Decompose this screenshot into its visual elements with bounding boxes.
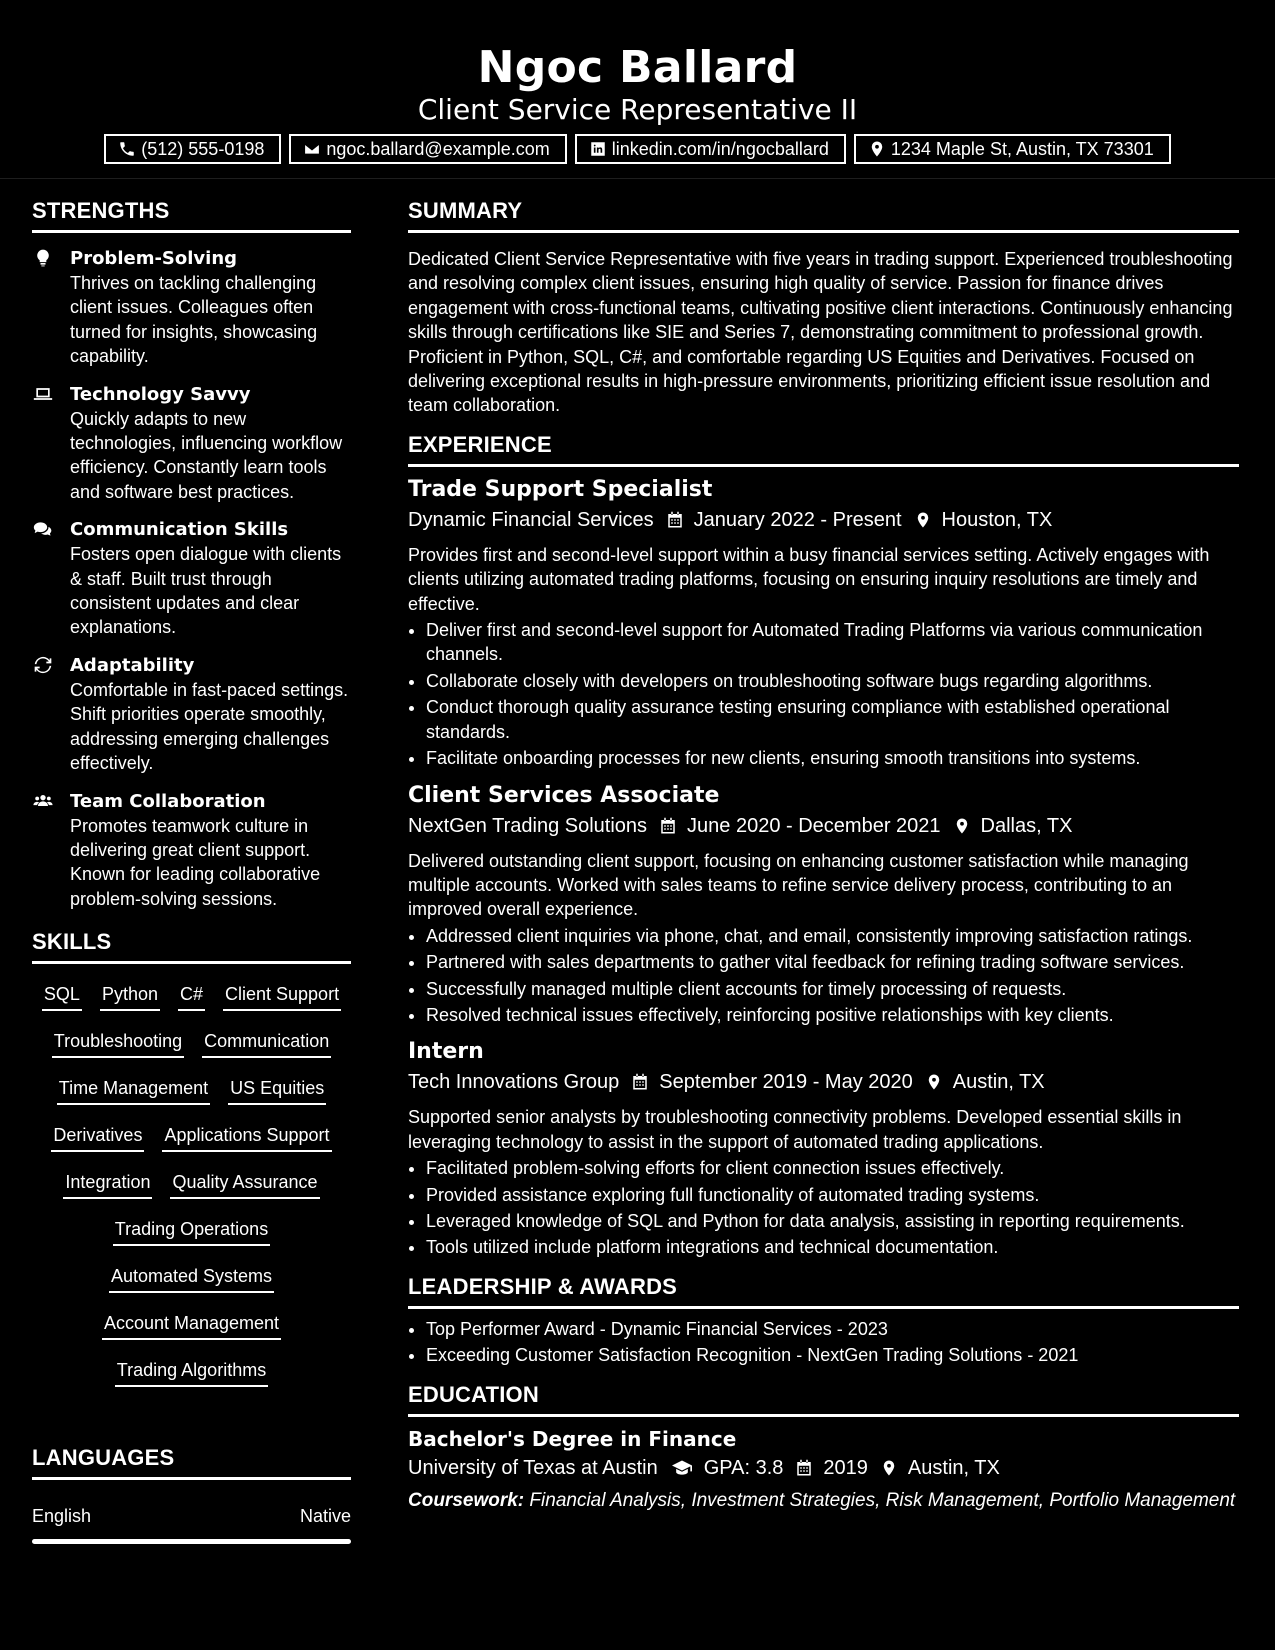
strength-desc: Thrives on tackling challenging client issues. Colleagues often turned for insights, showcasing capability. <box>70 273 318 367</box>
job-bullet: • Addressed client inquiries via phone, chat, and email, consistently improving satisfaction ratings. <box>426 924 1239 948</box>
job-bullet: • Tools utilized include platform integrations and technical documentation. <box>426 1235 1239 1259</box>
languages-heading: LANGUAGES <box>32 1445 351 1480</box>
job-location: Austin, TX <box>952 1071 1045 1094</box>
strength-name: Technology Savvy <box>70 383 251 405</box>
skill-tag: Troubleshooting <box>52 1029 184 1058</box>
map-pin-icon <box>925 1072 943 1092</box>
job-meta <box>408 811 1239 841</box>
summary-heading: SUMMARY <box>408 198 1239 233</box>
experience-heading: EXPERIENCE <box>408 432 1239 467</box>
candidate-title: Client Service Representative II <box>417 93 858 126</box>
skill-tag: Python <box>100 982 160 1011</box>
strength-desc: Comfortable in fast-paced settings. Shift priorities operate smoothly, addressing emerging challenges effectively. <box>70 679 349 774</box>
job-entry <box>408 781 1239 1028</box>
job-dates: September 2019 - May 2020 <box>659 1071 913 1094</box>
strength-item <box>32 654 351 776</box>
skill-tag: SQL <box>42 982 82 1011</box>
contact-linkedin-text: linkedin.com/in/ngocballard <box>611 138 829 159</box>
calendar-icon <box>631 1072 649 1092</box>
strength-name: Problem-Solving <box>70 248 238 269</box>
job-dates: June 2020 - December 2021 <box>687 814 941 837</box>
job-bullet: • Provided assistance exploring full functionality of automated trading systems. <box>426 1183 1239 1207</box>
strengths-heading: STRENGTHS <box>32 198 351 233</box>
strength-desc: Quickly adapts to new technologies, influencing workflow efficiency. Constantly learn tools and software best practices. <box>70 408 343 502</box>
job-location: Dallas, TX <box>980 814 1073 837</box>
job-location: Houston, TX <box>941 508 1053 531</box>
strength-name: Team Collaboration <box>70 790 266 812</box>
skill-tag: Client Support <box>223 982 341 1011</box>
skill-tag: Account Management <box>102 1311 281 1340</box>
education-degree: Bachelor's Degree in Finance <box>408 1426 737 1451</box>
education-location: Austin, TX <box>907 1456 1000 1479</box>
job-entry <box>408 475 1239 771</box>
map-pin-icon <box>914 510 932 530</box>
education-year: 2019 <box>823 1456 868 1479</box>
skill-tag: Trading Operations <box>113 1217 270 1246</box>
skill-tag: Integration <box>63 1170 152 1199</box>
job-bullets <box>408 618 1239 770</box>
job-bullet: • Leveraged knowledge of SQL and Python for data analysis, assisting in reporting requirements. <box>426 1209 1239 1233</box>
skill-tag: Derivatives <box>51 1123 144 1152</box>
sync-icon <box>32 655 56 675</box>
summary-text: Dedicated Client Service Representative with five years in trading support. Experienced troubleshooting and resolving complex client issues, ensuring high quality of service. Passion for finance drives engagement with cross-functional teams, cultivating positive client interactions. Continuously enhancing skills through certifications like SIE and Series 7, demonstrating commitment to professional growth. Proficient in Python, SQL, C#, and comfortable regarding US Equities and Derivatives. Focused on delivering exceptional results in high-pressure environments, prioritizing efficient issue resolution and team collaboration. <box>408 249 1233 416</box>
linkedin-icon <box>589 140 607 158</box>
skill-tag: Automated Systems <box>109 1264 274 1293</box>
job-bullet: • Conduct thorough quality assurance testing ensuring compliance with established operational standards. <box>426 695 1239 744</box>
education-coursework <box>408 1489 1239 1513</box>
coursework-text: Financial Analysis, Investment Strategies, Risk Management, Portfolio Management <box>529 1489 1236 1511</box>
job-bullet: • Deliver first and second-level support for Automated Trading Platforms via various communication channels. <box>426 618 1239 667</box>
calendar-icon <box>659 816 677 836</box>
calendar-icon <box>795 1458 813 1478</box>
strength-name: Adaptability <box>70 654 195 676</box>
job-bullet: • Successfully managed multiple client accounts for timely processing of requests. <box>426 977 1239 1001</box>
strength-name: Communication Skills <box>70 519 289 541</box>
contact-email[interactable] <box>289 134 566 164</box>
language-row <box>32 1506 351 1527</box>
job-dates: January 2022 - Present <box>693 508 902 531</box>
candidate-name: Ngoc Ballard <box>477 42 798 93</box>
job-title: Intern <box>408 1039 484 1065</box>
language-level: Native <box>299 1506 351 1527</box>
contact-email-text: ngoc.ballard@example.com <box>326 138 550 159</box>
contact-address[interactable] <box>854 134 1171 164</box>
graduation-cap-icon <box>670 1458 694 1478</box>
strength-item <box>32 518 351 640</box>
skill-tag: US Equities <box>228 1076 326 1105</box>
education-school: University of Texas at Austin <box>408 1456 658 1479</box>
language-proficiency-bar <box>32 1539 351 1544</box>
job-bullet: • Collaborate closely with developers on troubleshooting software bugs regarding algorithms. <box>426 669 1239 693</box>
right-column <box>408 198 1239 1513</box>
envelope-icon <box>303 140 321 158</box>
skill-tag: Applications Support <box>162 1123 331 1152</box>
skills-heading: SKILLS <box>32 929 351 964</box>
strength-item <box>32 247 351 369</box>
job-bullets <box>408 924 1239 1028</box>
laptop-icon <box>32 384 56 404</box>
skill-tag: Time Management <box>57 1076 210 1105</box>
strength-desc: Promotes teamwork culture in delivering great client support. Known for leading collaborative problem-solving sessions. <box>70 815 321 909</box>
awards-heading: LEADERSHIP & AWARDS <box>408 1274 1239 1309</box>
job-bullet: • Partnered with sales departments to gather vital feedback for refining trading software services. <box>426 950 1239 974</box>
language-name: English <box>32 1506 92 1527</box>
skills-list <box>32 982 351 1405</box>
phone-icon <box>118 140 136 158</box>
contact-linkedin[interactable] <box>575 134 846 164</box>
job-bullets <box>408 1156 1239 1260</box>
job-description: Delivered outstanding client support, focusing on enhancing customer satisfaction while managing multiple accounts. Worked with sales teams to refine service delivery process, contributing to an improved overall experience. <box>408 850 1189 920</box>
left-column <box>32 198 351 1544</box>
education-meta <box>408 1453 1239 1483</box>
comments-icon <box>32 519 56 539</box>
calendar-icon <box>666 510 684 530</box>
award-item: • Exceeding Customer Satisfaction Recognition - NextGen Trading Solutions - 2021 <box>426 1343 1239 1367</box>
strength-item <box>32 790 351 912</box>
lightbulb-icon <box>32 248 56 268</box>
job-bullet: • Facilitated problem-solving efforts for client connection issues effectively. <box>426 1156 1239 1180</box>
job-company: NextGen Trading Solutions <box>408 814 648 837</box>
job-bullet: • Facilitate onboarding processes for new clients, ensuring smooth transitions into systems. <box>426 746 1239 770</box>
award-item: • Top Performer Award - Dynamic Financial Services - 2023 <box>426 1317 1239 1341</box>
contact-phone-text: (512) 555-0198 <box>141 138 265 159</box>
contact-phone[interactable] <box>104 134 281 164</box>
job-bullet: • Resolved technical issues effectively, reinforcing positive relationships with key clients. <box>426 1003 1239 1027</box>
strength-desc: Fosters open dialogue with clients & staff. Built trust through consistent updates and clear explanations. <box>70 544 342 638</box>
job-company: Dynamic Financial Services <box>408 508 654 531</box>
skill-tag: C# <box>178 982 205 1011</box>
contact-address-text: 1234 Maple St, Austin, TX 73301 <box>890 138 1154 159</box>
skill-tag: Quality Assurance <box>170 1170 319 1199</box>
awards-list <box>408 1317 1239 1368</box>
contact-bar <box>0 134 1275 164</box>
job-title: Client Services Associate <box>408 782 720 808</box>
strength-item <box>32 383 351 505</box>
job-description: Supported senior analysts by troubleshooting connectivity problems. Developed essential skills in leveraging technology to assist in the support of automated trading applications. <box>408 1107 1182 1152</box>
skill-tag: Trading Algorithms <box>115 1358 268 1387</box>
map-pin-icon <box>880 1458 898 1478</box>
resume-header <box>0 0 1275 179</box>
job-meta <box>408 1067 1239 1097</box>
job-meta <box>408 505 1239 535</box>
map-pin-icon <box>868 140 886 158</box>
job-entry <box>408 1037 1239 1259</box>
education-gpa: GPA: 3.8 <box>703 1456 784 1479</box>
map-pin-icon <box>953 816 971 836</box>
coursework-label: Coursework: <box>408 1489 525 1511</box>
skill-tag: Communication <box>202 1029 331 1058</box>
job-company: Tech Innovations Group <box>408 1071 620 1094</box>
job-title: Trade Support Specialist <box>408 476 713 502</box>
users-icon <box>32 791 56 811</box>
job-description: Provides first and second-level support within a busy financial services setting. Actively engages with clients utilizing automated trading platforms, focusing on ensuring inquiry resolutions are timely and effective. <box>408 544 1210 614</box>
education-heading: EDUCATION <box>408 1382 1239 1417</box>
